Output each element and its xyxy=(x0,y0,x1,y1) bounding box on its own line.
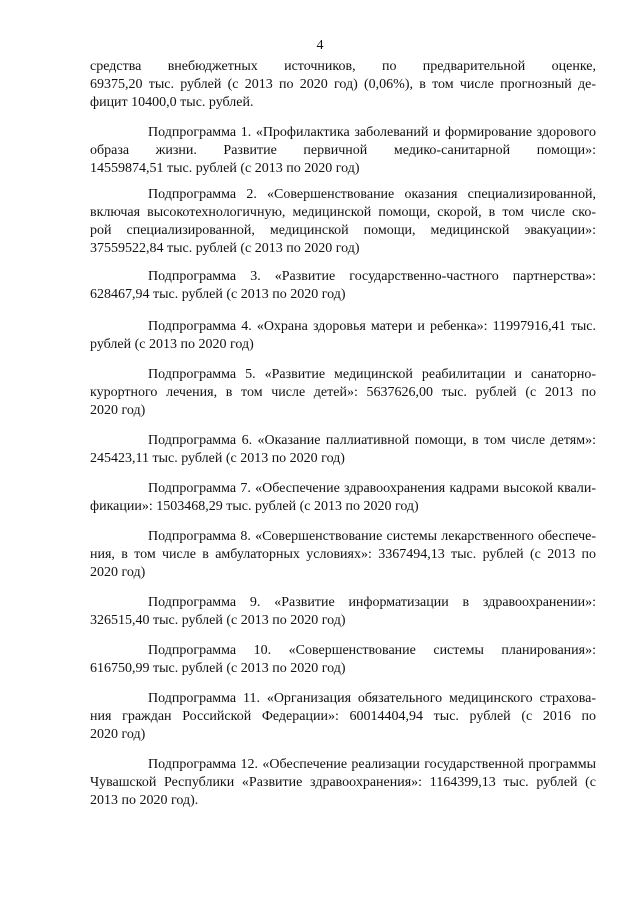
paragraph-subprogram-9 xyxy=(90,594,596,630)
paragraph-line: 245423,11 тыс. рублей (с 2013 по 2020 год) xyxy=(90,451,345,466)
paragraph-line: образа жизни. Развитие первичной медико-санитарной помощи»: xyxy=(90,143,596,158)
paragraph-line: 628467,94 тыс. рублей (с 2013 по 2020 год) xyxy=(90,287,346,302)
paragraph-line: рой специализированной, медицинской помощи, медицинской эвакуации»: xyxy=(90,223,596,238)
paragraph-line: фикации»: 1503468,29 тыс. рублей (с 2013 по 2020 год) xyxy=(90,499,419,514)
paragraph-line: Подпрограмма 4. «Охрана здоровья матери и ребенка»: 11997916,41 тыс. xyxy=(148,319,596,334)
paragraph-line: Подпрограмма 1. «Профилактика заболеваний и формирование здорового xyxy=(148,125,596,140)
paragraph-line: Подпрограмма 10. «Совершенствование системы планирования»: xyxy=(148,643,596,658)
paragraph-line: 2020 год) xyxy=(90,403,146,418)
paragraph-line: ния граждан Российской Федерации»: 60014404,94 тыс. рублей (с 2016 по xyxy=(90,709,596,724)
paragraph-subprogram-3 xyxy=(90,268,596,304)
paragraph-line: Подпрограмма 12. «Обеспечение реализации государственной программы xyxy=(148,757,596,772)
paragraph-subprogram-6 xyxy=(90,432,596,468)
paragraph-line: Подпрограмма 5. «Развитие медицинской реабилитации и санаторно- xyxy=(148,367,596,382)
paragraph-subprogram-5 xyxy=(90,366,596,420)
paragraph-line: средства внебюджетных источников, по предварительной оценке, xyxy=(90,59,596,74)
paragraph-subprogram-7 xyxy=(90,480,596,516)
paragraph-line: 69375,20 тыс. рублей (с 2013 по 2020 год) (0,06%), в том числе прогнозный де- xyxy=(90,77,596,92)
paragraph-subprogram-2 xyxy=(90,186,596,258)
paragraph-line: Подпрограмма 9. «Развитие информатизации в здравоохранении»: xyxy=(148,595,596,610)
paragraph-line: фицит 10400,0 тыс. рублей. xyxy=(90,95,254,110)
paragraph-line: 37559522,84 тыс. рублей (с 2013 по 2020 год) xyxy=(90,241,360,256)
paragraph-subprogram-8 xyxy=(90,528,596,582)
paragraph-subprogram-4 xyxy=(90,318,596,354)
paragraph-line: 326515,40 тыс. рублей (с 2013 по 2020 год) xyxy=(90,613,346,628)
paragraph-line: Подпрограмма 2. «Совершенствование оказания специализированной, xyxy=(148,187,596,202)
paragraph-line: Подпрограмма 6. «Оказание паллиативной помощи, в том числе детям»: xyxy=(148,433,596,448)
paragraph-line: Подпрограмма 3. «Развитие государственно-частного партнерства»: xyxy=(148,269,596,284)
paragraph-line: ния, в том числе в амбулаторных условиях»: 3367494,13 тыс. рублей (с 2013 по xyxy=(90,547,596,562)
paragraph-line: включая высокотехнологичную, медицинской помощи, скорой, в том числе ско- xyxy=(90,205,596,220)
paragraph-subprogram-11 xyxy=(90,690,596,744)
paragraph-line: Чувашской Республики «Развитие здравоохранения»: 1164399,13 тыс. рублей (с xyxy=(90,775,596,790)
paragraph-line: курортного лечения, в том числе детей»: 5637626,00 тыс. рублей (с 2013 по xyxy=(90,385,596,400)
paragraph-funding-sources xyxy=(90,58,596,112)
paragraph-line: рублей (с 2013 по 2020 год) xyxy=(90,337,254,352)
page-number: 4 xyxy=(316,38,324,53)
paragraph-line: 2020 год) xyxy=(90,565,146,580)
paragraph-line: Подпрограмма 7. «Обеспечение здравоохранения кадрами высокой квали- xyxy=(148,481,596,496)
paragraph-line: 2013 по 2020 год). xyxy=(90,793,199,808)
paragraph-line: 14559874,51 тыс. рублей (с 2013 по 2020 год) xyxy=(90,161,360,176)
paragraph-subprogram-1 xyxy=(90,124,596,178)
paragraph-subprogram-10 xyxy=(90,642,596,678)
paragraph-line: Подпрограмма 8. «Совершенствование системы лекарственного обеспече- xyxy=(148,529,596,544)
paragraph-line: Подпрограмма 11. «Организация обязательного медицинского страхова- xyxy=(148,691,596,706)
paragraph-line: 2020 год) xyxy=(90,727,146,742)
paragraph-subprogram-12 xyxy=(90,756,596,810)
paragraph-line: 616750,99 тыс. рублей (с 2013 по 2020 год) xyxy=(90,661,346,676)
